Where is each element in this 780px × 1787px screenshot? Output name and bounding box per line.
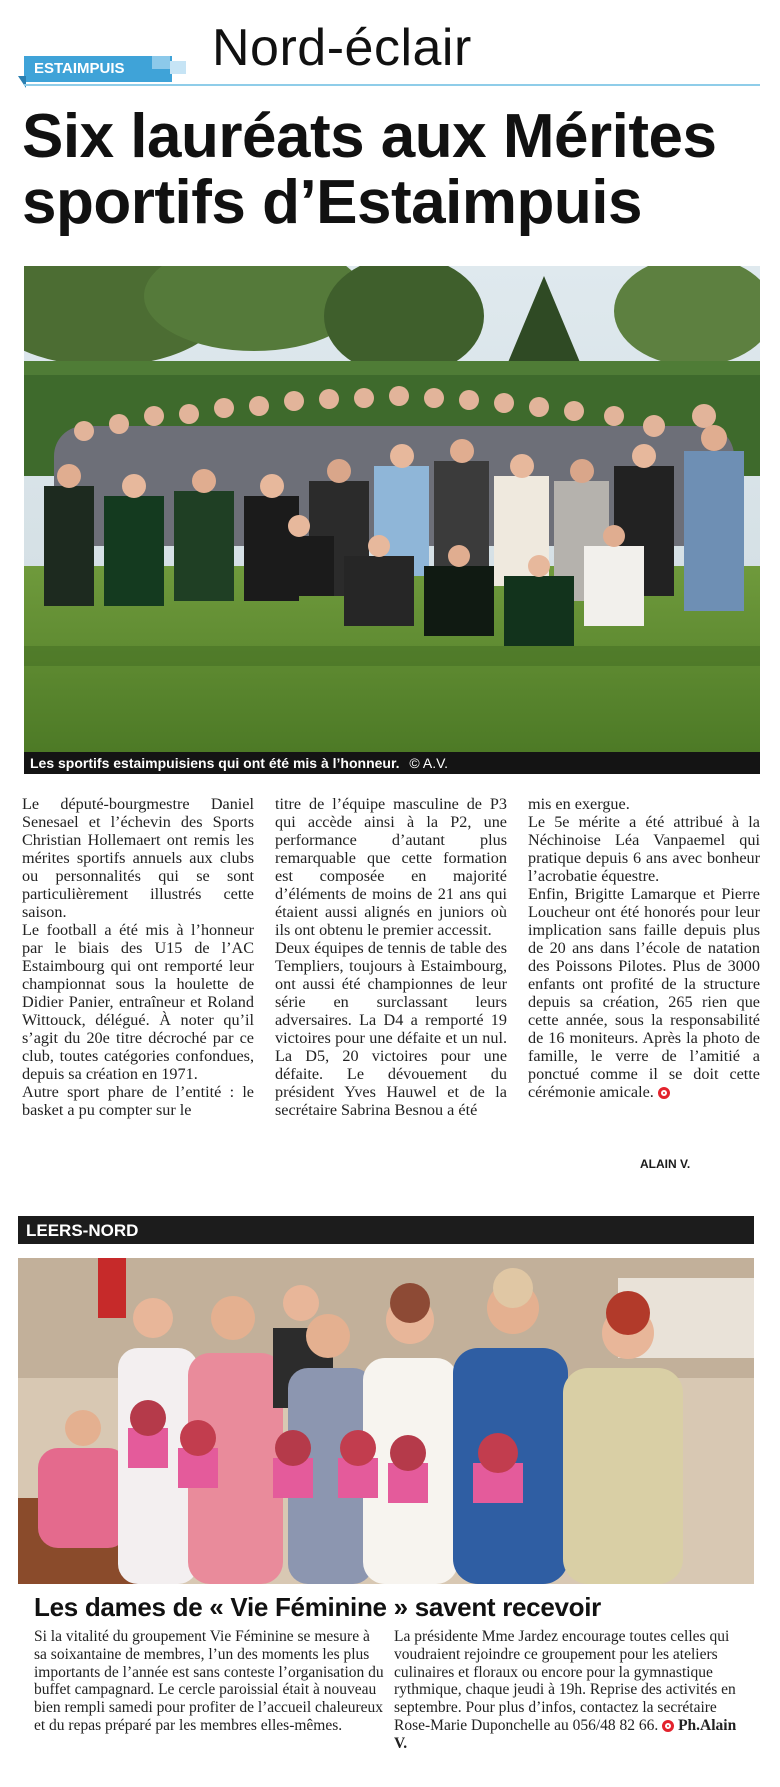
end-mark-icon (662, 1720, 674, 1732)
article-column-1 (22, 795, 254, 1119)
photo-vie-feminine (18, 1258, 754, 1584)
ladies-photo-illustration (18, 1258, 754, 1584)
end-mark-icon (658, 1087, 670, 1099)
paragraph: Le député-bourgmestre Daniel Senesael et l’échevin des Sports Christian Hollemaert ont remis les mérites sportifs annuels aux clubs ou personnalités qui se sont particulièrement illustrés cette saison. (22, 795, 254, 921)
paragraph: mis en exergue. (528, 795, 630, 813)
newspaper-name: Nord-éclair (212, 19, 472, 77)
author-signature: ALAIN V. (640, 1157, 691, 1171)
article-2-column-2 (394, 1628, 746, 1753)
headline (22, 104, 762, 236)
photo-credit: © A.V. (409, 755, 449, 771)
caption-text: Les sportifs estaimpuisiens qui ont été mis à l’honneur. (30, 755, 400, 771)
paragraph: Le 5e mérite a été attribué à la Néchinoise Léa Vanpaemel qui pratique depuis 6 ans avec bonheur l’acrobatie équestre. (528, 813, 760, 885)
paragraph: titre de l’équipe masculine de P3 qui accède ainsi à la P2, une performance d’autant plus remarquable que cette formation est composée en majorité d’éléments de moins de 21 ans qui étaient aussi alignés en juniors où ils ont obtenu le premier accessit. (275, 795, 507, 939)
article-column-2 (275, 795, 507, 1119)
article-column-3 (528, 795, 760, 1101)
paragraph-text: La présidente Mme Jardez encourage toutes celles qui voudraient rejoindre ce groupement pour les ateliers culinaires et floraux ou encore pour la gymnastique rythmique, chaque jeudi à 19h. Reprise des activités en septembre. Pour plus d’infos, contactez la secrétaire Rose-Marie Duponchelle au 056/48 82 66. (394, 1628, 736, 1734)
headline-line: sportifs d’Estaimpuis (22, 168, 642, 237)
tag-decoration (152, 56, 170, 69)
article-2-column-1: Si la vitalité du groupement Vie Féminine se mesure à sa soixantaine de membres, l’un des moments les plus importants de l’année est sans conteste l’organisation du buffet campagnard. Le cercle paroissial était à nouveau bien rempli samedi pour profiter de l’accueil chaleureux et du repas préparé par les membres elles-mêmes. (34, 1628, 384, 1734)
article-2-headline: Les dames de « Vie Féminine » savent recevoir (34, 1592, 601, 1622)
paragraph: Le football a été mis à l’honneur par le biais des U15 de l’AC Estaimbourg qui ont remporté leur championnat sous la houlette de Didier Panier, entraîneur et Roland Wittouck, délégué. À noter qu’il s’agit du 20e titre décroché par ce club, toutes catégories confondues, depuis sa création en 1971. (22, 921, 254, 1083)
group-photo-illustration (24, 266, 760, 752)
photo-caption (24, 752, 760, 774)
section-tag (24, 56, 172, 82)
section-label: LEERS-NORD (26, 1221, 139, 1240)
paragraph (528, 885, 760, 1101)
tag-decoration (170, 61, 186, 74)
section-bar (18, 1216, 754, 1244)
headline-line: Six lauréats aux Mérites (22, 102, 717, 171)
header-rule (24, 84, 760, 86)
section-tag-label: ESTAIMPUIS (34, 60, 125, 77)
paragraph: Autre sport phare de l’entité : le basket a pu compter sur le (22, 1083, 254, 1119)
paragraph-text: Enfin, Brigitte Lamarque et Pierre Loucheur ont été honorés pour leur implication sans faille depuis plus de 20 ans dans l’école de natation des Poissons Pilotes. Plus de 3000 enfants ont profité de la structure depuis sa création, 265 rien que cette année, sous la responsabilité de 16 moniteurs. Après la photo de famille, le verre de l’amitié a ponctué comme il se doit cette cérémonie amicale. (528, 885, 760, 1101)
photo-signature: Ph.Alain V. (394, 1716, 737, 1752)
paragraph: Deux équipes de tennis de table des Templiers, toujours à Estaimbourg, ont aussi été championnes de leur série en surclassant leurs adversaires. La D4 a remporté 19 victoires pour une défaite et un nul. La D5, 20 victoires pour une défaite. Le dévouement du président Yves Hauwel et de la secrétaire Sabrina Besnou a été (275, 939, 507, 1119)
group-photo-sports (24, 266, 760, 752)
